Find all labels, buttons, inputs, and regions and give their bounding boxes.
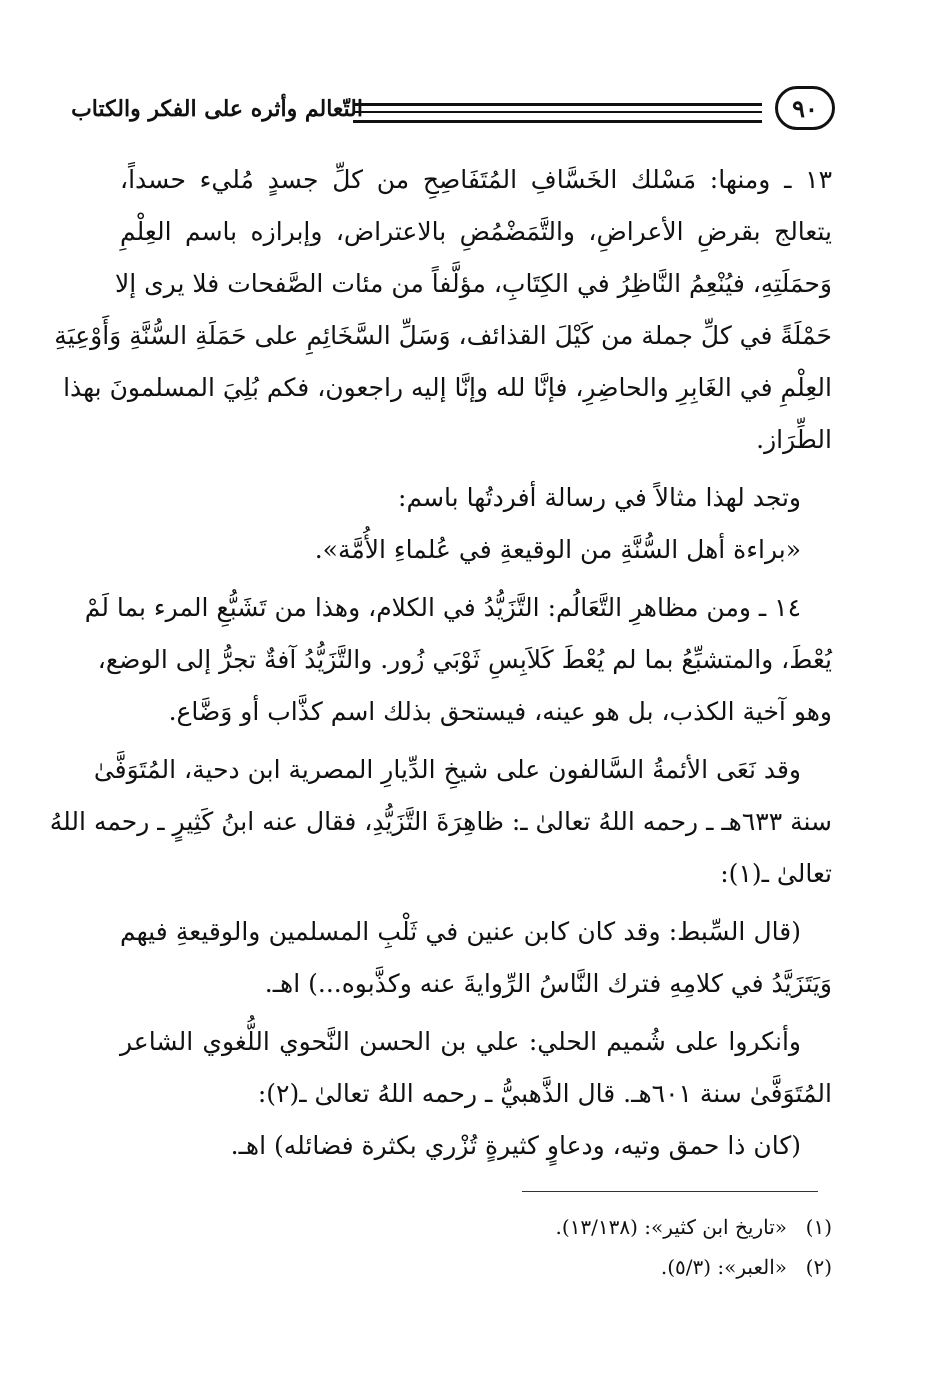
footnote-item xyxy=(492,1207,832,1247)
header-rule xyxy=(353,103,762,123)
text-line: حَمْلَةً في كلِّ جملة من كَيْلَ القذائف، وَسَلِّ السَّخَائِمِ على حَمَلَةِ السُّنَّةِ وَأَوْعِيَةِ xyxy=(54,321,832,350)
text-line: ١٤ ـ ومن مظاهرِ التَّعَالُم: التَّزَيُّدُ في الكلام، وهذا من تَشَبُّعِ المرء بما لَمْ xyxy=(84,593,801,622)
text-line: تعالىٰ ـ(١): xyxy=(720,859,832,888)
footnote-number: (١) xyxy=(805,1215,832,1239)
quoted-title: «براءة أهل السُّنَّةِ من الوقيعةِ في عُلماءِ الأُمَّة». xyxy=(314,535,801,564)
text-line: وهو آخية الكذب، بل هو عينه، فيستحق بذلك اسم كذَّاب أو وَضَّاع. xyxy=(168,697,832,726)
text-line: وقد نَعَى الأئمةُ السَّالفون على شيخِ الدِّيارِ المصرية ابن دحية، المُتَوَفَّىٰ xyxy=(93,755,801,784)
text-line: العِلْمِ في الغَابِرِ والحاضِرِ، فإنَّا لله وإنَّا إليه راجعون، فكم بُلِيَ المسلمونَ بهذا xyxy=(63,373,832,402)
footnote-text: «العبر»: (٥/٣). xyxy=(660,1255,787,1279)
footnote-number: (٢) xyxy=(805,1255,832,1279)
text-line: (قال السِّبط: وقد كان كابن عنين في ثَلْبِ المسلمين والوقيعةِ فيهم xyxy=(120,917,801,946)
text-line: وَيَتَزَيَّدُ في كلامِهِ فترك النَّاسُ الرِّوايةَ عنه وكذَّبوه...) اهـ. xyxy=(264,969,832,998)
text-line: يُعْطَ، والمتشبِّعُ بما لم يُعْطَ كَلاَبِسِ ثَوْبَي زُور. والتَّزَيُّدُ آفةٌ تجرُّ إلى الوضع، xyxy=(97,645,832,674)
text-line: سنة ٦٣٣هـ ـ رحمه اللهُ تعالىٰ ـ: ظاهِرَةَ التَّزَيُّدِ، فقال عنه ابنُ كَثِيرٍ ـ رحمه اللهُ xyxy=(49,807,832,836)
body-text xyxy=(49,154,832,1172)
footnote-item xyxy=(492,1247,832,1287)
paragraph-example xyxy=(120,472,832,576)
text-line: (كان ذا حمق وتيه، ودعاوٍ كثيرةٍ تُزْري بكثرة فضائله) اهـ. xyxy=(230,1131,801,1160)
text-line: وتجد لهذا مثالاً في رسالة أفردتُها باسم: xyxy=(398,483,801,512)
text-line: يتعالج بقرضِ الأعراضِ، والتَّمَضْمُضِ بالاعتراض، وإبرازه باسم العِلْمِ xyxy=(120,217,832,246)
paragraph-14 xyxy=(84,582,832,738)
text-line: المُتَوَفَّىٰ سنة ٦٠١هـ. قال الذَّهبيُّ ـ رحمه اللهُ تعالىٰ ـ(٢): xyxy=(257,1079,832,1108)
page-header xyxy=(71,86,835,136)
footnotes xyxy=(492,1207,832,1287)
paragraph-shumaym xyxy=(120,1016,832,1172)
text-line: وأنكروا على شُميم الحلي: علي بن الحسن النَّحوي اللُّغوي الشاعر xyxy=(120,1027,801,1056)
text-line: الطِّرَاز. xyxy=(756,425,832,454)
running-title: التّعالم وأثره على الفكر والكتاب xyxy=(71,96,363,122)
footnote-separator xyxy=(522,1191,818,1192)
page-number: ٩٠ xyxy=(775,86,835,130)
text-line: ١٣ ـ ومنها: مَسْلك الخَسَّافِ المُتَفَاصِحِ من كلِّ جسدٍ مُليء حسداً، xyxy=(120,165,832,194)
paragraph-ibn-dihya xyxy=(49,744,832,900)
text-line: وَحمَلَتِهِ، فيُنْعِمُ النَّاظِرُ في الكِتَابِ، مؤلَّفاً من مئات الصَّفحات فلا يرى إلا xyxy=(114,269,832,298)
footnote-text: «تاريخ ابن كثير»: (١٣/١٣٨). xyxy=(555,1215,787,1239)
paragraph-13 xyxy=(54,154,832,466)
paragraph-quote-sibt xyxy=(120,906,832,1010)
